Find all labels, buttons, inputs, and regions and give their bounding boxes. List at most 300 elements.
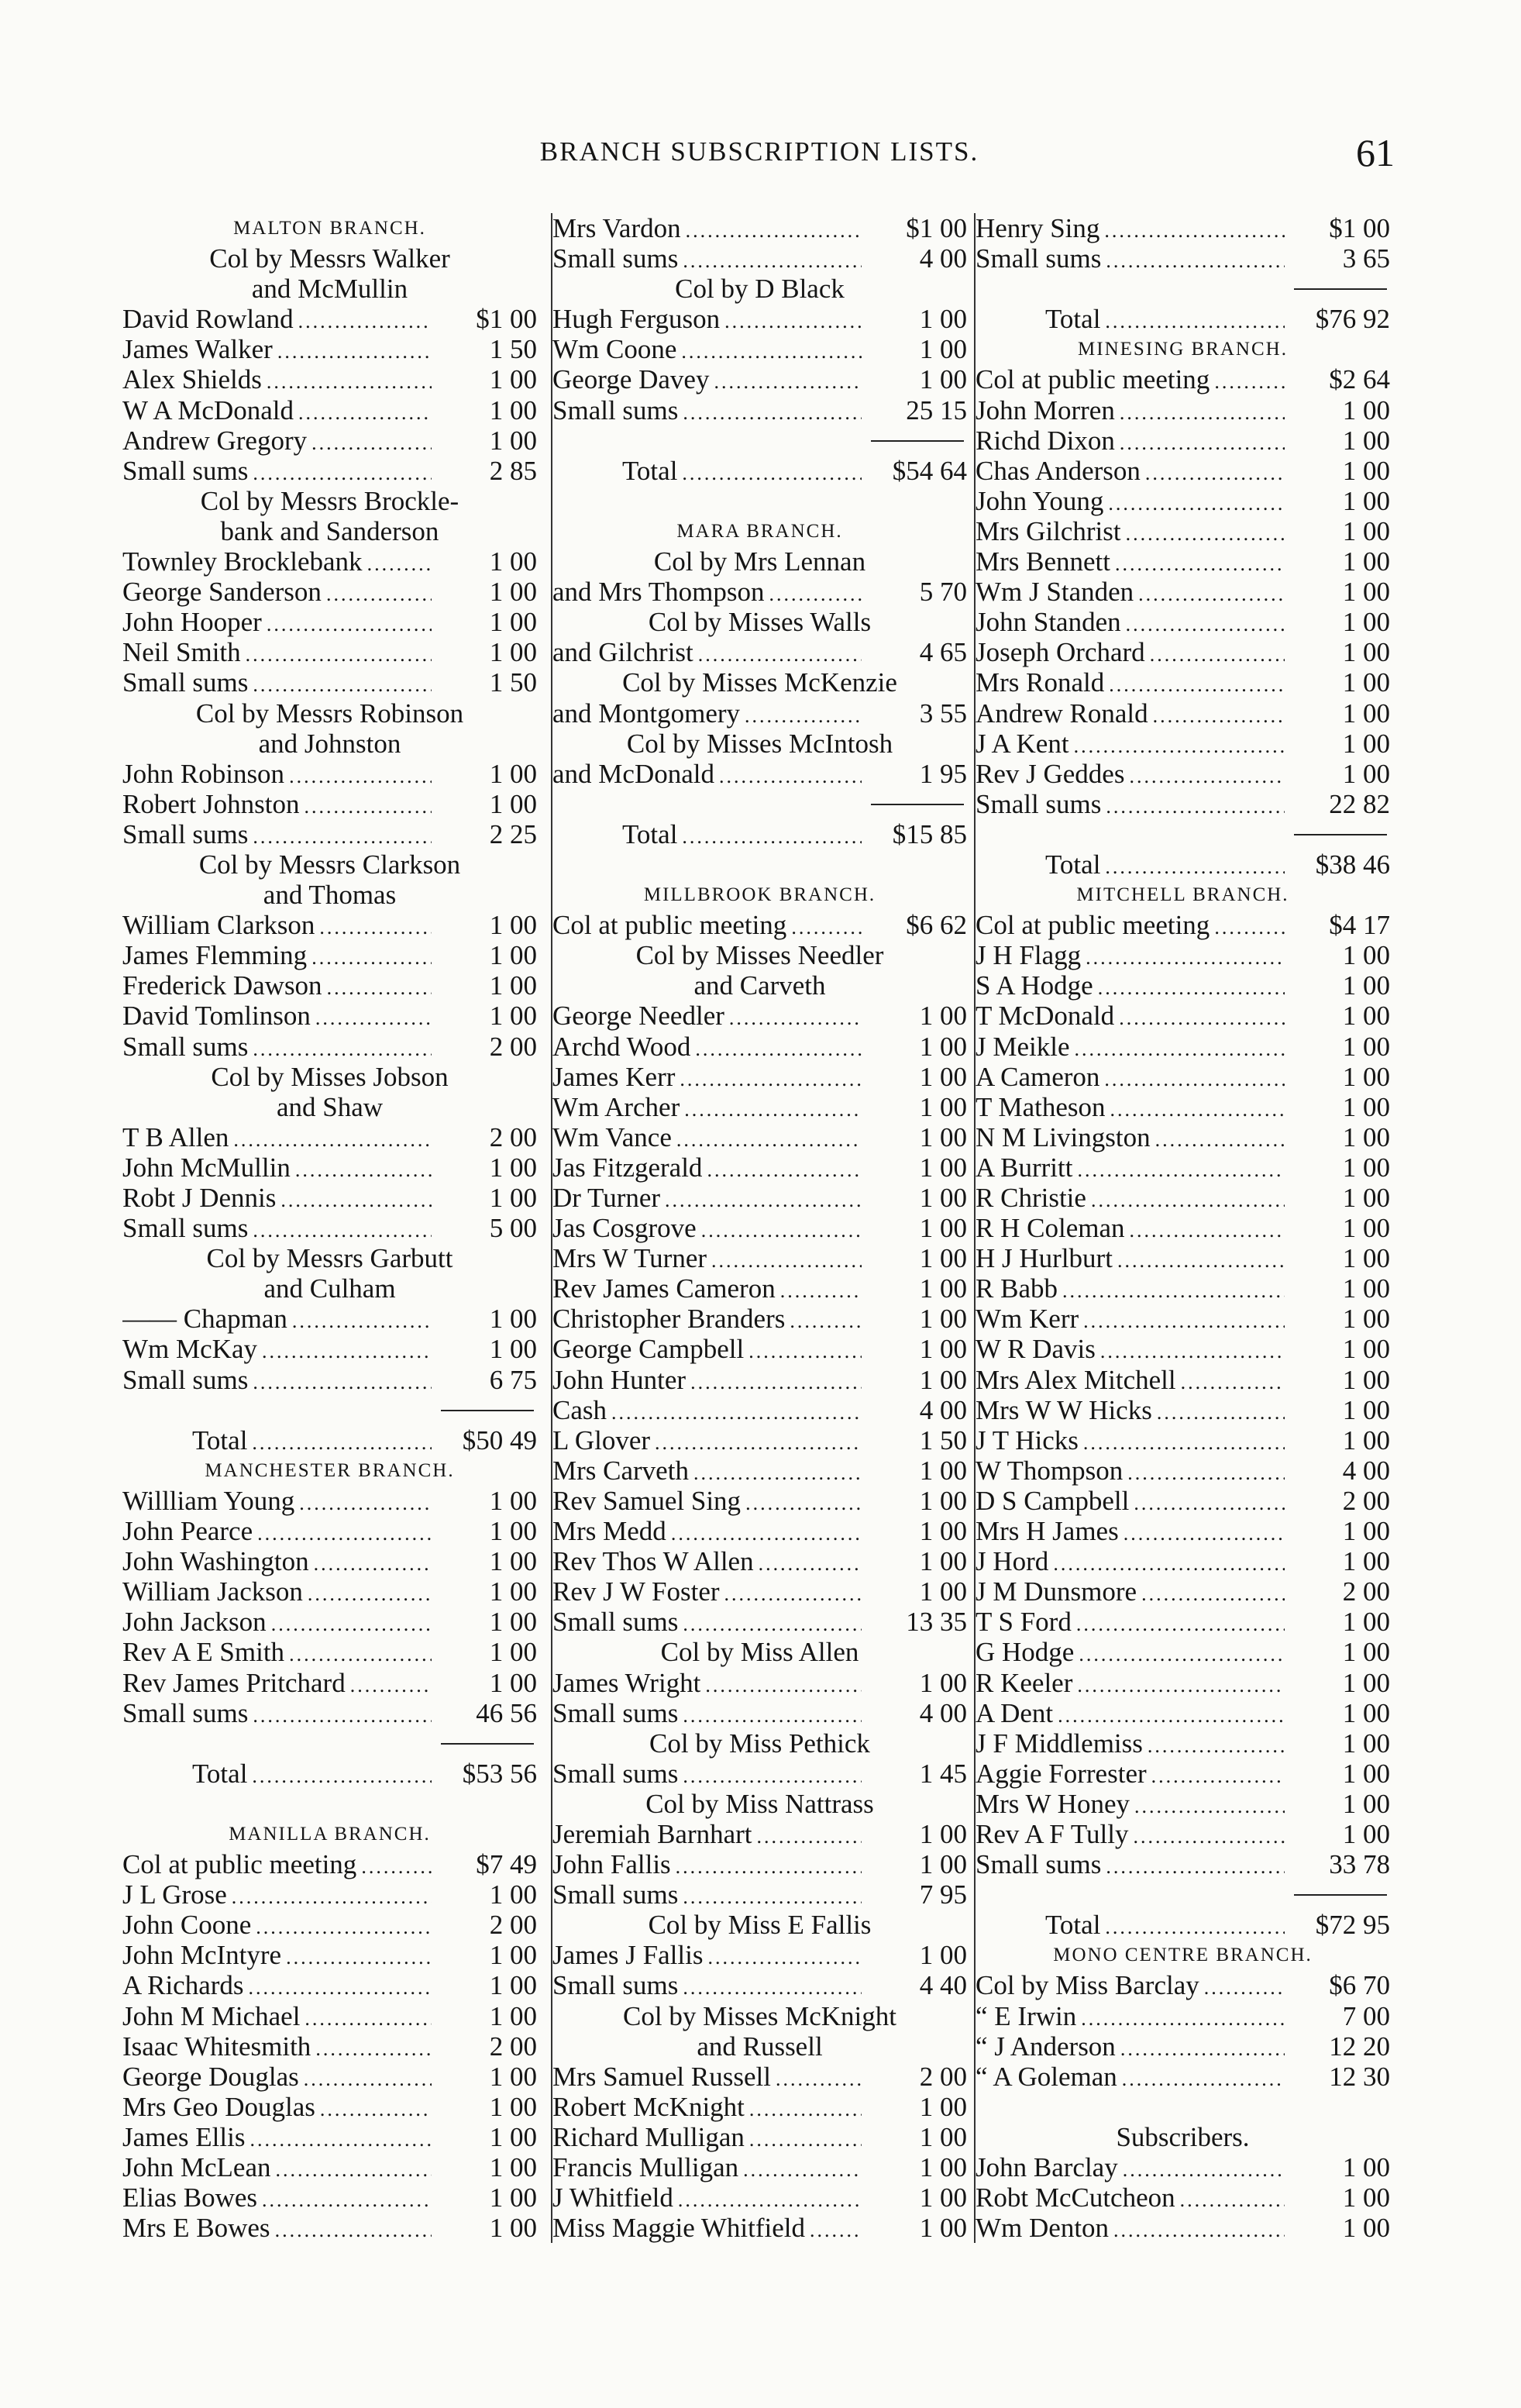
subscription-amount: 7 00 <box>1342 2000 1390 2031</box>
subscriber-name: John Robinson <box>122 758 285 789</box>
subscription-amount: 1 00 <box>489 2061 537 2092</box>
subscription-amount: 1 00 <box>489 1516 537 1547</box>
subscriber-name: Mrs Vardon <box>552 213 681 243</box>
subscriber-name: Small sums <box>122 1031 249 1062</box>
dot-leader <box>1214 912 1285 940</box>
subscription-entry <box>976 1637 1390 1667</box>
dot-leader <box>1126 609 1285 637</box>
subscription-amount: 1 00 <box>1342 940 1390 971</box>
subscriber-name: James Ellis <box>122 2121 246 2152</box>
dot-leader <box>682 458 862 486</box>
dot-leader <box>1104 1064 1285 1092</box>
subscriber-name: Rev A F Tully <box>976 1818 1129 1849</box>
dot-leader <box>665 1185 862 1213</box>
dot-leader <box>1053 1548 1285 1576</box>
dot-leader <box>253 670 432 698</box>
subscription-entry <box>122 970 537 1001</box>
dot-leader <box>315 2034 432 2062</box>
total-row <box>552 456 967 486</box>
branch-heading: MILLBROOK BRANCH. <box>643 884 876 906</box>
subscription-entry <box>552 1607 967 1637</box>
subscription-amount: 22 82 <box>1329 788 1390 819</box>
subscription-entry <box>122 2152 537 2182</box>
total-amount: $72 95 <box>1315 1910 1390 1941</box>
total-amount: $15 85 <box>892 818 967 849</box>
subscription-entry <box>122 789 537 819</box>
subscriber-name: Mrs Alex Mitchell <box>976 1364 1176 1395</box>
subscription-amount: $1 00 <box>1329 213 1390 243</box>
collector-line: Col by Misses Walls <box>648 607 872 638</box>
subscription-amount: 4 00 <box>919 1697 967 1728</box>
subscription-entry <box>976 1243 1390 1273</box>
dot-leader <box>304 2064 432 2092</box>
dot-leader <box>683 1700 862 1728</box>
dot-leader <box>749 2124 862 2152</box>
subscription-entry <box>122 1910 537 1940</box>
subscriber-name: —— Chapman <box>122 1304 287 1335</box>
subscription-entry <box>122 1879 537 1910</box>
subscriber-name: Small sums <box>122 455 249 486</box>
subscription-entry <box>122 1576 537 1607</box>
dot-leader <box>1098 973 1285 1001</box>
subscription-entry <box>552 1304 967 1334</box>
collector-line: Col by Misses Jobson <box>211 1061 449 1092</box>
subscription-amount: 1 00 <box>1342 1364 1390 1395</box>
dot-leader <box>1134 1791 1285 1819</box>
subscriber-name: James Kerr <box>552 1061 676 1092</box>
dot-leader <box>1083 1428 1285 1455</box>
dot-leader <box>678 2185 862 2213</box>
subscriber-name: Rev J W Foster <box>552 1576 720 1607</box>
subscription-amount: 1 00 <box>489 1879 537 1910</box>
collector-line: Col by Miss Allen <box>660 1637 859 1668</box>
dot-leader <box>249 1972 432 2000</box>
dot-leader <box>275 2155 432 2182</box>
subscription-amount: 1 00 <box>1342 1031 1390 1062</box>
subscription-entry <box>552 759 967 789</box>
collector-line: Col by Messrs Garbutt <box>206 1243 453 1274</box>
dot-leader <box>267 609 432 637</box>
subscription-entry <box>976 1486 1390 1516</box>
dot-leader <box>1109 670 1285 698</box>
subscriber-name: Col at public meeting <box>976 364 1210 395</box>
subscriber-name: Small sums <box>552 1697 679 1728</box>
dot-leader <box>1100 1336 1285 1364</box>
dot-leader <box>1105 852 1285 880</box>
subscription-entry <box>122 1970 537 2000</box>
dot-leader <box>1086 942 1285 970</box>
subscription-amount: $6 70 <box>1329 1970 1390 2001</box>
dot-leader <box>1062 1276 1285 1304</box>
subscriber-name: Jas Cosgrove <box>552 1213 697 1244</box>
subscription-entry <box>552 2122 967 2152</box>
subscription-amount: 1 00 <box>919 1818 967 1849</box>
subscriber-name: J Hord <box>976 1546 1049 1577</box>
subscriber-name: Col by Miss Barclay <box>976 1970 1199 2001</box>
dot-leader <box>693 1458 862 1486</box>
subscription-amount: 1 00 <box>1342 577 1390 608</box>
subscription-amount: 1 00 <box>489 1152 537 1183</box>
subscriber-name: “ A Goleman <box>976 2061 1117 2092</box>
subscription-amount: 1 00 <box>489 1304 537 1335</box>
dot-leader <box>1122 2064 1285 2092</box>
subscriber-name: Frederick Dawson <box>122 970 322 1001</box>
subscription-entry <box>122 607 537 637</box>
subscription-amount: 1 00 <box>1342 394 1390 425</box>
subscription-entry <box>122 2092 537 2122</box>
subscriber-name: Miss Maggie Whitfield <box>552 2213 805 2244</box>
subscription-entry <box>976 1970 1390 2000</box>
subscriber-name: Small sums <box>552 1970 679 2001</box>
subscriber-name: J F Middlemiss <box>976 1728 1143 1759</box>
subscription-entry <box>976 577 1390 607</box>
dot-leader <box>695 1034 862 1062</box>
subscription-amount: 1 00 <box>489 394 537 425</box>
subscription-amount: $4 17 <box>1329 910 1390 941</box>
subscription-entry <box>552 1455 967 1486</box>
dot-leader <box>277 336 432 364</box>
subscription-entry <box>552 1213 967 1243</box>
collector-line: and Johnston <box>258 728 401 759</box>
total-label: Total <box>1045 304 1101 335</box>
subscription-entry <box>976 1728 1390 1759</box>
dot-leader <box>745 1488 862 1516</box>
subscriber-name: T McDonald <box>976 1001 1115 1032</box>
subscription-amount: 1 00 <box>1342 1273 1390 1304</box>
subscriber-name: G Hodge <box>976 1637 1075 1668</box>
subscriber-name: Robt McCutcheon <box>976 2182 1175 2213</box>
dot-leader <box>271 1609 432 1637</box>
total-label: Total <box>192 1424 248 1455</box>
subscription-amount: 1 00 <box>919 1849 967 1880</box>
subscriber-name: J A Kent <box>976 728 1069 759</box>
dot-leader <box>280 1185 432 1213</box>
sum-rule <box>976 274 1390 304</box>
column-right <box>974 213 1390 2243</box>
subscription-amount: 1 00 <box>919 1091 967 1122</box>
subscription-amount: 1 00 <box>1342 1213 1390 1244</box>
subscription-amount: 1 00 <box>919 1940 967 1971</box>
subscription-amount: 1 00 <box>1342 1183 1390 1213</box>
subscriber-name: George Needler <box>552 1001 724 1032</box>
dot-leader <box>1214 367 1285 394</box>
subscriber-name: Cash <box>552 1394 607 1425</box>
subscriber-name: J M Dunsmore <box>976 1576 1137 1607</box>
subscriber-name: Rev Thos W Allen <box>552 1546 754 1577</box>
dot-leader <box>311 942 432 970</box>
subscriber-name: Robt J Dennis <box>122 1183 277 1213</box>
subscription-amount: 1 00 <box>1342 1394 1390 1425</box>
subscription-entry <box>976 1789 1390 1819</box>
collector-line: Col by Misses McIntosh <box>626 728 893 759</box>
subscription-amount: 1 00 <box>1342 1697 1390 1728</box>
subscription-amount: 2 00 <box>489 1031 537 1062</box>
subscriber-name: R Keeler <box>976 1667 1073 1698</box>
dot-leader <box>1155 1125 1285 1152</box>
subscription-amount: 46 56 <box>476 1697 537 1728</box>
dot-leader <box>1074 731 1285 759</box>
subscription-entry <box>976 1819 1390 1849</box>
subscription-amount: 1 00 <box>489 758 537 789</box>
spacer <box>122 1789 537 1819</box>
subscriber-name: Willliam Young <box>122 1485 295 1516</box>
collector-line: Subscribers. <box>1116 2121 1250 2152</box>
subscription-entry <box>976 516 1390 546</box>
dot-leader <box>1076 1609 1285 1637</box>
subscriber-name: Mrs Gilchrist <box>976 515 1121 546</box>
subscriber-name: Small sums <box>552 243 679 274</box>
total-amount: $53 56 <box>462 1758 537 1789</box>
subscription-amount: 2 00 <box>489 1910 537 1941</box>
subscription-entry <box>976 1001 1390 1031</box>
dot-leader <box>680 1064 862 1092</box>
subscription-entry <box>552 1122 967 1152</box>
subscription-amount: 1 00 <box>1342 1607 1390 1638</box>
subscription-amount: 1 00 <box>489 577 537 608</box>
subscription-entry <box>552 698 967 729</box>
total-amount: $76 92 <box>1315 304 1390 335</box>
total-row <box>122 1425 537 1455</box>
subscriber-name: Small sums <box>552 1607 679 1638</box>
subscriber-name: Rev A E Smith <box>122 1637 285 1668</box>
total-label: Total <box>622 455 678 486</box>
subscription-entry <box>122 1365 537 1395</box>
subscription-entry <box>552 1486 967 1516</box>
dot-leader <box>1134 1488 1285 1516</box>
subscription-entry <box>552 1001 967 1031</box>
dot-leader <box>1113 2215 1285 2243</box>
sum-rule <box>552 789 967 819</box>
subscriber-name: John Coone <box>122 1910 252 1941</box>
subscription-entry <box>122 304 537 334</box>
subscriber-name: Mrs Bennett <box>976 546 1111 577</box>
subscription-amount: 1 00 <box>1342 1667 1390 1698</box>
subscription-entry <box>976 1273 1390 1304</box>
dot-leader <box>1138 579 1285 607</box>
subscription-amount: 1 00 <box>919 1183 967 1213</box>
subscriber-name: Mrs Carveth <box>552 1455 689 1486</box>
dot-leader <box>252 1428 432 1455</box>
dot-leader <box>327 973 432 1001</box>
dot-leader <box>683 398 862 425</box>
dot-leader <box>253 1700 432 1728</box>
subscription-amount: 1 00 <box>1342 1788 1390 1819</box>
subscription-amount: 1 00 <box>1342 2182 1390 2213</box>
subscription-entry <box>552 1970 967 2000</box>
subscriber-name: R H Coleman <box>976 1213 1125 1244</box>
subscription-entry <box>122 1516 537 1546</box>
subscription-entry <box>976 1516 1390 1546</box>
subscription-amount: 1 00 <box>489 1183 537 1213</box>
dot-leader <box>267 367 432 394</box>
subscription-amount: 2 85 <box>489 455 537 486</box>
subscription-entry <box>552 1183 967 1213</box>
subscription-entry <box>976 1607 1390 1637</box>
subscription-entry <box>122 1334 537 1364</box>
dot-leader <box>705 1670 862 1698</box>
dot-leader <box>698 639 862 667</box>
subscription-amount: 1 95 <box>919 758 967 789</box>
subscription-entry <box>552 304 967 334</box>
subscription-amount: 1 00 <box>919 1152 967 1183</box>
subscription-amount: 1 00 <box>489 1940 537 1971</box>
subscription-entry <box>552 1879 967 1910</box>
subscription-amount: 1 00 <box>919 1304 967 1335</box>
subscription-amount: 1 50 <box>489 334 537 365</box>
subscriber-name: Henry Sing <box>976 213 1100 243</box>
subscription-entry <box>122 1213 537 1243</box>
subscriber-name: Hugh Ferguson <box>552 304 721 335</box>
dot-leader <box>1104 215 1285 243</box>
subscriber-name: Mrs W Honey <box>976 1788 1130 1819</box>
subscription-entry <box>122 1032 537 1062</box>
subscription-entry <box>976 546 1390 577</box>
dot-leader <box>299 1488 432 1516</box>
collector-line: and Russell <box>697 2031 823 2062</box>
subscriber-name: Robert McKnight <box>552 2091 745 2122</box>
dot-leader <box>1115 549 1285 577</box>
subscriber-name: George Davey <box>552 364 710 395</box>
dot-leader <box>714 367 862 394</box>
dot-leader <box>683 1609 862 1637</box>
subscription-entry <box>976 1546 1390 1576</box>
subscriber-name: Small sums <box>552 394 679 425</box>
subscription-entry <box>122 910 537 940</box>
collector-line: Col by Miss E Fallis <box>648 1910 872 1941</box>
subscription-amount: 1 00 <box>489 1546 537 1577</box>
dot-leader <box>311 428 432 456</box>
subscriber-name: “ J Anderson <box>976 2031 1116 2062</box>
subscription-amount: 1 00 <box>919 334 967 365</box>
subscription-amount: 1 00 <box>489 2213 537 2244</box>
dot-leader <box>683 1972 862 2000</box>
dot-leader <box>707 1155 862 1183</box>
subscription-amount: 1 00 <box>1342 1728 1390 1759</box>
dot-leader <box>1204 1972 1285 2000</box>
subscriber-name: James Wright <box>552 1667 701 1698</box>
subscriber-name: John Fallis <box>552 1849 671 1880</box>
dot-leader <box>1077 1670 1285 1698</box>
subscription-amount: 1 00 <box>489 1637 537 1668</box>
subscriber-name: Robert Johnston <box>122 788 300 819</box>
dot-leader <box>295 1155 432 1183</box>
dot-leader <box>1141 1579 1285 1607</box>
subscription-amount: 1 00 <box>919 1273 967 1304</box>
subscriber-name: David Tomlinson <box>122 1001 311 1032</box>
subscription-amount: 1 00 <box>1342 970 1390 1001</box>
dot-leader <box>810 2215 862 2243</box>
dot-leader <box>1126 518 1285 546</box>
subscription-amount: 4 40 <box>919 1970 967 2001</box>
subscription-entry <box>122 395 537 425</box>
dot-leader <box>298 306 432 334</box>
subscriber-name: J Whitfield <box>552 2182 673 2213</box>
subscription-entry <box>552 1365 967 1395</box>
subscriber-name: George Campbell <box>552 1334 745 1365</box>
subscription-entry <box>976 1152 1390 1183</box>
subscription-entry <box>976 789 1390 819</box>
subscriber-name: and Gilchrist <box>552 637 693 668</box>
dot-leader <box>1117 1245 1285 1273</box>
dot-leader <box>253 458 432 486</box>
subscription-amount: 1 00 <box>489 1576 537 1607</box>
subscription-amount: 1 00 <box>919 2121 967 2152</box>
subscriber-name: and Montgomery <box>552 698 741 729</box>
dot-leader <box>286 1942 432 1970</box>
subscriber-name: John Jackson <box>122 1607 267 1638</box>
dot-leader <box>1105 306 1285 334</box>
subscriber-name: Small sums <box>552 1758 679 1789</box>
subscription-entry <box>552 1576 967 1607</box>
subscription-amount: 13 35 <box>906 1607 967 1638</box>
subscription-entry <box>552 1425 967 1455</box>
dot-leader <box>676 1125 862 1152</box>
subscription-amount: 2 00 <box>489 1121 537 1152</box>
subscription-amount: 1 00 <box>489 2121 537 2152</box>
total-amount: $38 46 <box>1315 849 1390 880</box>
subscriber-name: Isaac Whitesmith <box>122 2031 311 2062</box>
branch-heading: MITCHELL BRANCH. <box>1076 884 1289 906</box>
dot-leader <box>361 1852 432 1879</box>
subscription-amount: 1 00 <box>489 1970 537 2001</box>
subscriber-name: George Douglas <box>122 2061 299 2092</box>
subscription-amount: 12 30 <box>1329 2061 1390 2092</box>
dot-leader <box>262 2185 432 2213</box>
subscription-entry <box>122 1668 537 1698</box>
subscription-entry <box>976 667 1390 698</box>
subscription-entry <box>122 1183 537 1213</box>
total-label: Total <box>1045 849 1101 880</box>
subscription-entry <box>552 2152 967 2182</box>
subscription-amount: 1 00 <box>1342 698 1390 729</box>
subscriber-name: T B Allen <box>122 1121 229 1152</box>
dot-leader <box>1145 458 1285 486</box>
subscription-amount: 1 00 <box>919 1243 967 1274</box>
subscription-entry <box>552 1092 967 1122</box>
subscription-entry <box>122 667 537 698</box>
total-label: Total <box>1045 1910 1101 1941</box>
subscription-amount: 1 00 <box>1342 1818 1390 1849</box>
subscription-entry <box>552 2062 967 2092</box>
subscriber-name: John M Michael <box>122 2000 301 2031</box>
dot-leader <box>671 1518 862 1546</box>
dot-leader <box>1124 1518 1285 1546</box>
dot-leader <box>711 1245 862 1273</box>
subscriber-name: Rev J Geddes <box>976 758 1125 789</box>
subscription-amount: 1 00 <box>1342 1546 1390 1577</box>
subscription-entry <box>122 1152 537 1183</box>
subscriber-name: Small sums <box>552 1879 679 1910</box>
dot-leader <box>314 1548 432 1576</box>
subscription-entry <box>552 1698 967 1728</box>
dot-leader <box>748 1336 862 1364</box>
subscription-entry <box>976 243 1390 274</box>
subscriber-name: “ E Irwin <box>976 2000 1077 2031</box>
subscription-amount: 1 00 <box>919 1485 967 1516</box>
dot-leader <box>292 1306 432 1334</box>
subscription-entry <box>552 910 967 940</box>
collector-line: Col by Messrs Clarkson <box>198 849 461 880</box>
branch-heading: MANCHESTER BRANCH. <box>205 1459 455 1481</box>
subscriber-name: Col at public meeting <box>976 910 1210 941</box>
subscription-amount: 1 00 <box>489 637 537 668</box>
subscription-amount: 1 00 <box>919 1001 967 1032</box>
subscription-entry <box>976 364 1390 394</box>
subscriber-name: Jas Fitzgerald <box>552 1152 703 1183</box>
dot-leader <box>791 912 862 940</box>
sum-rule <box>552 425 967 456</box>
subscription-entry <box>552 2092 967 2122</box>
